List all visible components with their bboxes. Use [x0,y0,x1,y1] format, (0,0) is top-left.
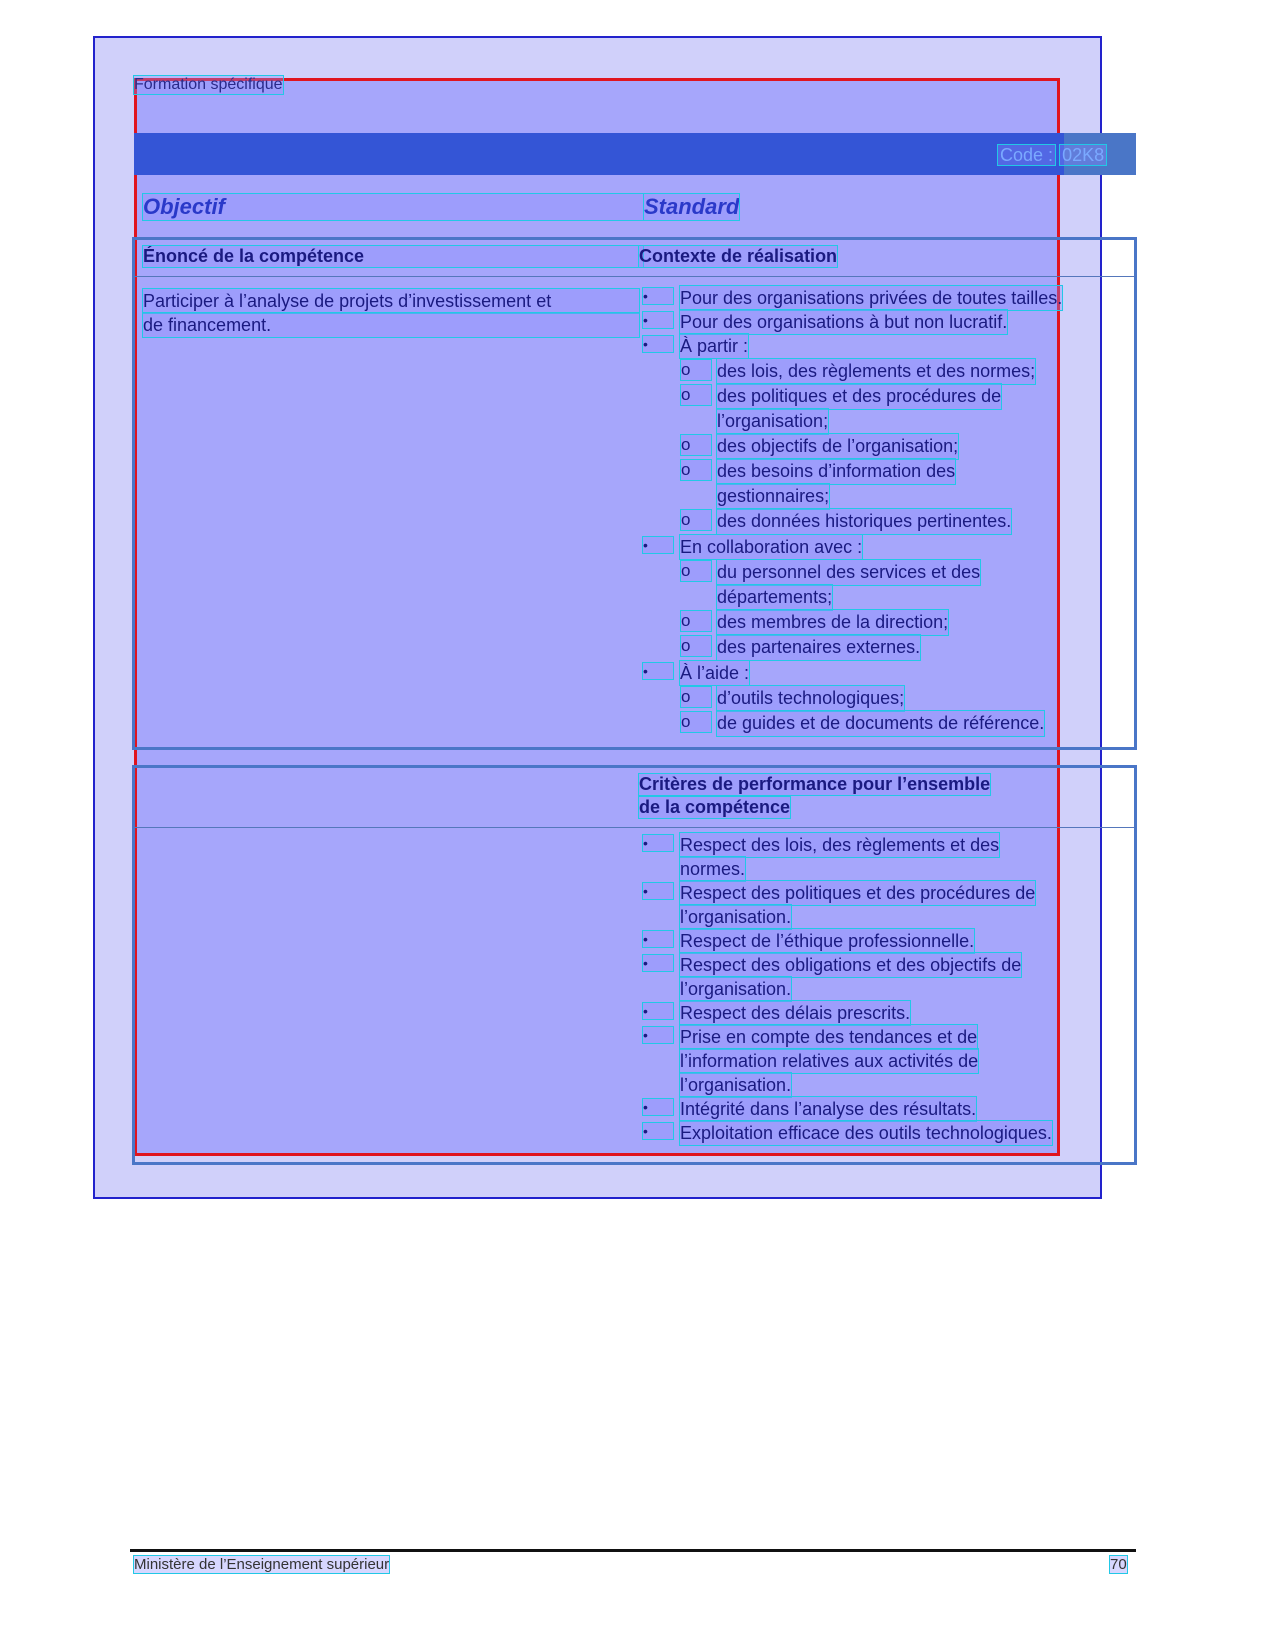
criteria-header-line: de la compétence [639,797,791,817]
code-label: Code : [1000,145,1054,165]
context-subitem: des membres de la direction; [717,610,948,635]
table2-header-divider [134,827,1135,828]
footer-ministry: Ministère de l’Enseignement supérieur [134,1556,390,1573]
enonce-header: Énoncé de la compétence [143,246,643,267]
footer-rule [130,1549,1136,1552]
criteria-header-line: Critères de performance pour l’ensemble [639,774,991,794]
criteria-item: Respect de l’éthique professionnelle. [680,931,975,951]
sub-bullet-icon: o [681,435,711,455]
item-continuation: l’organisation. [680,979,792,999]
item-continuation: l’organisation. [680,907,792,927]
context-subitem: des besoins d’information des [717,459,955,484]
bullet-icon: • [643,1123,673,1139]
item-continuation: l’organisation. [680,1075,792,1095]
context-item: Pour des organisations privées de toutes tailles. [680,288,1063,308]
criteria-item: Intégrité dans l’analyse des résultats. [680,1099,977,1119]
code-block [998,145,1106,166]
item-continuation: normes. [680,859,746,879]
context-subitem: des objectifs de l’organisation; [717,434,958,459]
sub-bullet-icon: o [681,636,711,656]
sub-bullet-icon: o [681,611,711,631]
sub-bullet-icon: o [681,460,711,480]
sub-bullet-icon: o [681,561,711,581]
bullet-icon: • [643,312,673,328]
bullet-icon: • [643,883,673,899]
code-value: 02K8 [1062,145,1105,165]
bullet-icon: • [643,955,673,971]
bullet-icon: • [643,537,673,553]
context-item: À partir : [680,336,749,356]
bullet-icon: • [643,931,673,947]
context-subitem: des lois, des règlements et des normes; [717,359,1035,384]
criteria-item: Prise en compte des tendances et de [680,1027,978,1047]
criteria-item: Respect des politiques et des procédures de [680,883,1036,903]
sub-bullet-icon: o [681,510,711,530]
item-continuation: l’information relatives aux activités de [680,1051,979,1071]
objectif-heading: Objectif [143,194,643,220]
contexte-header: Contexte de réalisation [639,246,838,266]
item-continuation: gestionnaires; [717,484,829,509]
formation-label: Formation spécifique [134,76,283,93]
criteria-item: Respect des lois, des règlements et des [680,835,1000,855]
item-continuation: départements; [717,585,832,610]
standard-heading: Standard [644,194,740,219]
enonce-line: de financement. [143,313,639,337]
table1-header-divider [134,276,1135,277]
context-subitem: des politiques et des procédures de [717,384,1001,409]
page-number: 70 [1110,1556,1127,1573]
bullet-icon: • [643,336,673,352]
criteria-item: Respect des délais prescrits. [680,1003,911,1023]
sub-bullet-icon: o [681,712,711,732]
context-subitem: des données historiques pertinentes. [717,509,1011,534]
bullet-icon: • [643,1099,673,1115]
bullet-icon: • [643,835,673,851]
context-subitem: des partenaires externes. [717,635,920,660]
sub-bullet-icon: o [681,385,711,405]
context-item: En collaboration avec : [680,537,863,557]
bullet-icon: • [643,1027,673,1043]
code-band [134,133,1136,175]
context-item: Pour des organisations à but non lucratif. [680,312,1008,332]
context-subitem: d’outils technologiques; [717,686,904,711]
bullet-icon: • [643,1003,673,1019]
criteria-item: Exploitation efficace des outils technologiques. [680,1123,1052,1143]
context-subitem: de guides et de documents de référence. [717,711,1044,736]
sub-bullet-icon: o [681,360,711,380]
bullet-icon: • [643,663,673,679]
bullet-icon: • [643,288,673,304]
criteria-item: Respect des obligations et des objectifs de [680,955,1022,975]
context-item: À l’aide : [680,663,750,683]
sub-bullet-icon: o [681,687,711,707]
context-subitem: du personnel des services et des [717,560,980,585]
item-continuation: l’organisation; [717,409,828,434]
enonce-line: Participer à l’analyse de projets d’investissement et [143,289,639,313]
